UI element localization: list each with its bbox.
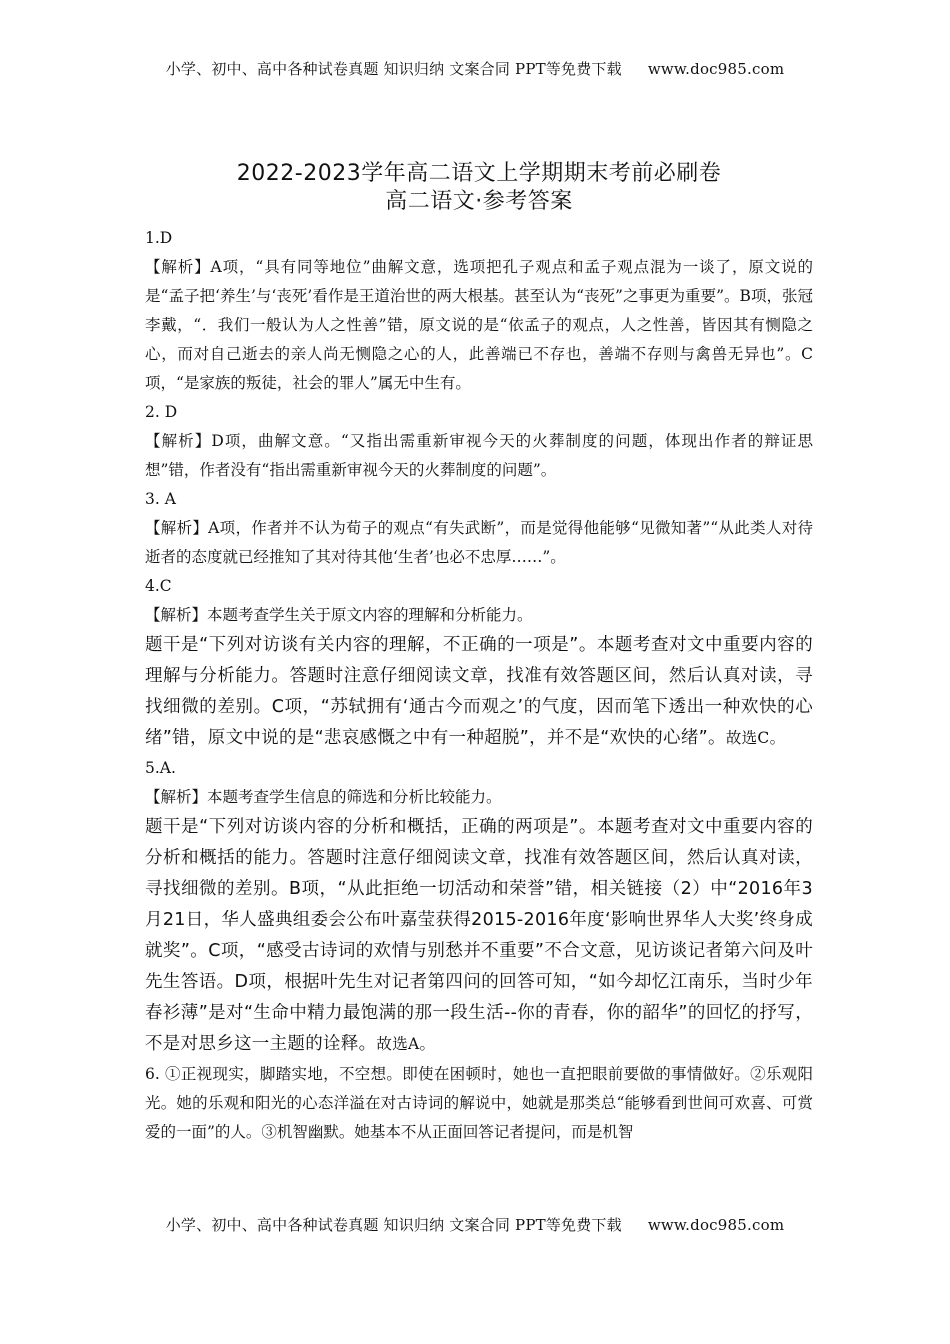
q3-analysis: 【解析】A项，作者并不认为荀子的观点“有失武断”，而是觉得他能够“见微知著”“从此类人对待逝者的态度就已经推知了其对待其他‘生者’也必不忠厚……”。 xyxy=(145,519,813,566)
answer-list xyxy=(145,224,813,1147)
q2-number: 2. D xyxy=(145,403,178,421)
q4-conclusion: 故选C。 xyxy=(725,729,786,747)
q1-analysis: 【解析】A项，“具有同等地位”曲解文意，选项把孔子观点和孟子观点混为一谈了，原文说的是“孟子把‘养生’与‘丧死’看作是王道治世的两大根基。甚至认为“丧死”之事更为重要”。B项，张冠李戴，“．我们一般认为人之性善”错，原文说的是“依孟子的观点，人之性善，皆因其有恻隐之心，而对自己逝去的亲人尚无恻隐之心的人，此善端已不存也，善端不存则与禽兽无异也”。C项，“是家族的叛徒，社会的罪人”属无中生有。 xyxy=(145,258,813,392)
q2-analysis: 【解析】D项，曲解文意。“又指出需重新审视今天的火葬制度的问题，体现出作者的辩证思想”错，作者没有“指出需重新审视今天的火葬制度的问题”。 xyxy=(145,432,813,479)
header-url: www.doc985.com xyxy=(647,60,785,78)
q4-detail-text: 题干是“下列对访谈有关内容的理解，不正确的一项是”。本题考查对文中重要内容的理解与分析能力。答题时注意仔细阅读文章，找准有效答题区间，然后认真对读，寻找细微的差别。C项，“苏轼拥有‘通古今而观之’的气度，因而笔下透出一种欢快的心绪”错，原文中说的是“悲哀感慨之中有一种超脱”，并不是“欢快的心绪”。 xyxy=(145,635,813,748)
q1-number: 1.D xyxy=(145,229,173,247)
q4-number: 4.C xyxy=(145,577,172,595)
footer-text: 小学、初中、高中各种试卷真题 知识归纳 文案合同 PPT等免费下载 xyxy=(165,1216,622,1234)
q6-answer: 6. ①正视现实，脚踏实地，不空想。即使在困顿时，她也一直把眼前要做的事情做好。②乐观阳光。她的乐观和阳光的心态洋溢在对古诗词的解说中，她就是那类总“能够看到世间可欢喜、可赏爱的一面”的人。③机智幽默。她基本不从正面回答记者提问，而是机智 xyxy=(145,1065,813,1141)
page-header xyxy=(0,58,950,79)
q5-conclusion: 故选A。 xyxy=(376,1035,436,1053)
q5-analysis: 【解析】本题考查学生信息的筛选和分析比较能力。 xyxy=(145,788,502,806)
q4-detail xyxy=(145,630,813,754)
q3-number: 3. A xyxy=(145,490,176,508)
title-line-2: 高二语文·参考答案 xyxy=(385,189,573,214)
header-text: 小学、初中、高中各种试卷真题 知识归纳 文案合同 PPT等免费下载 xyxy=(165,60,622,78)
document-body xyxy=(145,160,813,1147)
footer-url: www.doc985.com xyxy=(647,1216,785,1234)
q4-analysis: 【解析】本题考查学生关于原文内容的理解和分析能力。 xyxy=(145,606,533,624)
q5-detail-text: 题干是“下列对访谈内容的分析和概括，正确的两项是”。本题考查对文中重要内容的分析和概括的能力。答题时注意仔细阅读文章，找准有效答题区间，然后认真对读，寻找细微的差别。B项，“从此拒绝一切活动和荣誉”错，相关链接（2）中“2016年3月21日，华人盛典组委会公布叶嘉莹获得2015-2016年度‘影响世界华人大奖’终身成就奖”。C项，“感受古诗词的欢情与别愁并不重要”不合文意，见访谈记者第六问及叶先生答语。D项，根据叶先生对记者第四问的回答可知，“如今却忆江南乐，当时少年春衫薄”是对“生命中精力最饱满的那一段生活--你的青春，你的韶华”的回忆的抒写，不是对思乡这一主题的诠释。 xyxy=(145,817,813,1054)
title-line-1: 2022-2023学年高二语文上学期期末考前必刷卷 xyxy=(236,161,722,186)
page-footer xyxy=(0,1214,950,1235)
q5-detail xyxy=(145,812,813,1060)
q5-number: 5.A. xyxy=(145,759,176,777)
document-title xyxy=(145,160,813,216)
